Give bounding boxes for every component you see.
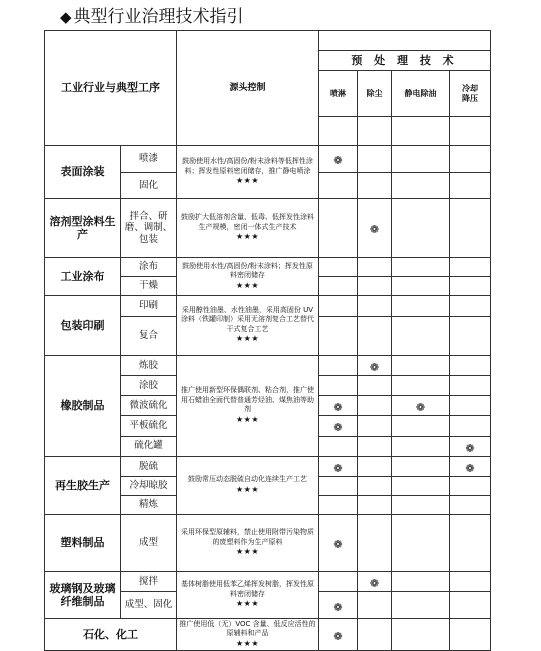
header-industry-process: 工业行业与典型工序 bbox=[45, 31, 177, 146]
process-cell: 喷漆 bbox=[121, 146, 177, 173]
source-control-cell: 鼓励使用水性/高固份/粉末涂料等低挥性涂料；挥发性原料密闭储存，推广静电喷涂 ★★★ bbox=[177, 146, 319, 199]
rating-stars: ★★★ bbox=[235, 599, 259, 609]
process-cell: 精炼 bbox=[121, 495, 177, 514]
process-cell: 拌合、研磨、调制、包装 bbox=[121, 199, 177, 258]
process-cell: 冷却晾胶 bbox=[121, 476, 177, 495]
process-cell: 搅拌 bbox=[121, 571, 177, 591]
electrostatic-oil-mark-icon: ❁ bbox=[415, 401, 426, 415]
industry-solvent-coating: 溶剂型涂料生产 bbox=[45, 199, 121, 258]
rating-stars: ★★★ bbox=[235, 280, 259, 290]
header-cooling-depressurize: 冷却 降压 bbox=[450, 71, 491, 117]
source-control-cell: 基体树脂使用低苯乙烯挥发树脂，挥发性原料密闭储存 ★★★ bbox=[177, 571, 319, 618]
dust-removal-mark-icon: ❁ bbox=[369, 576, 380, 590]
rating-stars: ★★★ bbox=[235, 176, 259, 186]
process-cell: 复合 bbox=[121, 317, 177, 356]
industry-rubber: 橡胶制品 bbox=[45, 356, 121, 457]
page-title bbox=[60, 6, 244, 28]
header-electrostatic-oil: 静电除油 bbox=[392, 71, 450, 117]
governance-table bbox=[44, 30, 491, 651]
rating-stars: ★★★ bbox=[235, 546, 259, 556]
header-pretreatment: 预 处 理 技 术 bbox=[319, 51, 491, 71]
industry-frp: 玻璃钢及玻璃纤维制品 bbox=[45, 571, 121, 618]
process-cell: 微波硫化 bbox=[121, 396, 177, 416]
industry-surface-coating: 表面涂装 bbox=[45, 146, 121, 199]
rating-stars: ★★★ bbox=[235, 232, 259, 242]
rating-stars: ★★★ bbox=[235, 484, 259, 494]
process-cell: 炼胶 bbox=[121, 356, 177, 376]
source-control-cell: 推广使用新型环保偶联剂、粘合剂，推广使用石蜡油全面代替普通芳烃油、煤焦油等助剂 ★★★ bbox=[177, 356, 319, 457]
source-control-cell: 鼓励常压动态脱硫自动化连续生产工艺 ★★★ bbox=[177, 456, 319, 514]
source-control-cell: 鼓励使用水性/高固份/粉末涂料；挥发性原料密闭储存 ★★★ bbox=[177, 258, 319, 296]
rating-stars: ★★★ bbox=[235, 414, 259, 424]
industry-plastic: 塑料制品 bbox=[45, 514, 121, 571]
industry-packaging-printing: 包装印刷 bbox=[45, 296, 121, 356]
process-cell: 涂胶 bbox=[121, 376, 177, 396]
process-cell: 成型 bbox=[121, 514, 177, 571]
process-cell: 干燥 bbox=[121, 277, 177, 296]
spray-mark-icon: ❁ bbox=[333, 154, 343, 168]
process-cell: 涂布 bbox=[121, 258, 177, 277]
spray-mark-icon: ❁ bbox=[333, 401, 343, 415]
spray-mark-icon: ❁ bbox=[333, 538, 343, 552]
process-cell: 硫化罐 bbox=[121, 436, 177, 456]
header-blank bbox=[319, 31, 491, 51]
spray-mark-icon: ❁ bbox=[333, 421, 343, 435]
page-title-text: 典型行业治理技术指引 bbox=[73, 7, 244, 27]
spray-mark-icon: ❁ bbox=[333, 461, 343, 475]
source-control-cell: 推广使用低（无）VOC 含量、低反应活性的原辅料和产品 ★★★ bbox=[177, 619, 319, 651]
header-dust-removal: 除尘 bbox=[358, 71, 392, 117]
dust-removal-mark-icon: ❁ bbox=[369, 361, 380, 374]
diamond-bullet-icon: ◆ bbox=[60, 8, 72, 26]
rating-stars: ★★★ bbox=[235, 638, 259, 648]
process-cell: 成型、固化 bbox=[121, 592, 177, 619]
cooling-mark-icon: ❁ bbox=[465, 461, 475, 475]
industry-recycled-rubber: 再生胶生产 bbox=[45, 456, 121, 514]
cooling-mark-icon: ❁ bbox=[465, 441, 475, 455]
industry-petrochem: 石化、化工 bbox=[45, 619, 177, 651]
spray-mark-icon: ❁ bbox=[333, 630, 343, 644]
header-source-control: 源头控制 bbox=[177, 31, 319, 146]
dust-removal-mark-icon: ❁ bbox=[369, 223, 380, 237]
industry-industrial-coating: 工业涂布 bbox=[45, 258, 121, 296]
header-spray: 喷淋 bbox=[319, 71, 358, 117]
spray-mark-icon: ❁ bbox=[333, 600, 343, 614]
rating-stars: ★★★ bbox=[235, 334, 259, 344]
process-cell: 脱硫 bbox=[121, 456, 177, 476]
source-control-cell: 采用醇性油墨、水性油墨，采用高固份 UV 涂料（铁罐印制）采用无溶剂复合工艺替代干式复合工艺 ★★★ bbox=[177, 296, 319, 356]
source-control-cell: 采用环保型原辅料，禁止使用附带污染物质的废塑料作为生产原料 ★★★ bbox=[177, 514, 319, 571]
process-cell: 印刷 bbox=[121, 296, 177, 317]
process-cell: 平板硫化 bbox=[121, 416, 177, 436]
source-control-cell: 鼓励扩大低溶剂含量、低毒、低挥发性涂料生产规模，密闭一体式生产技术 ★★★ bbox=[177, 199, 319, 258]
process-cell: 固化 bbox=[121, 173, 177, 199]
